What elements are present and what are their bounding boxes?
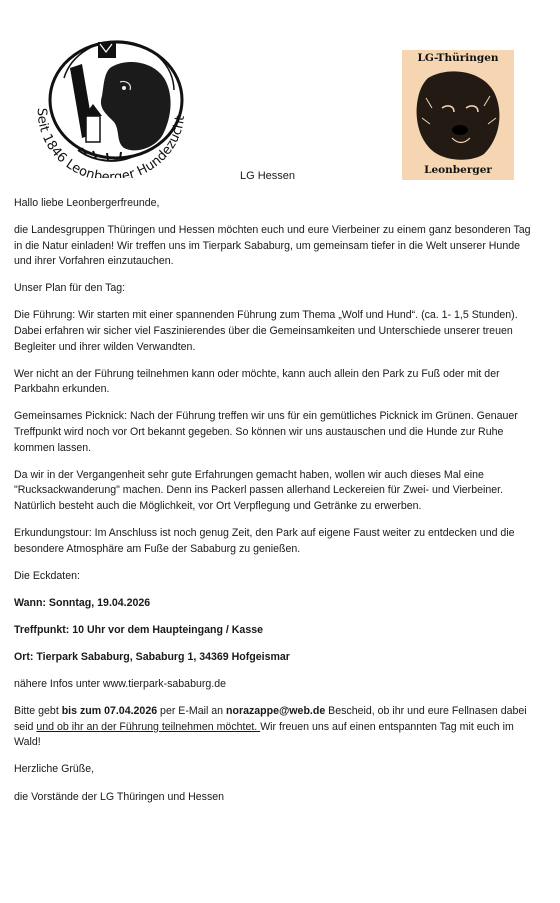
more-info-line: nähere Infos unter www.tierpark-sababurg.de bbox=[14, 678, 226, 691]
leonberger-dog-drawing bbox=[408, 68, 508, 162]
greeting: Hallo liebe Leonbergerfreunde, bbox=[14, 197, 160, 209]
header-lg-hessen: LG Hessen bbox=[240, 170, 296, 182]
lg-thueringen-logo bbox=[402, 50, 514, 180]
intro-paragraph: die Landesgruppen Thüringen und Hessen möchten euch und eure Vierbeiner zu einem ganz besonderen Tag in die Natur einladen! Wir treffen uns im Tierpark Sababurg, um gemeinsam tiefer in die Welt unserer Hunde und ihrer Vorfahren einzutauchen. bbox=[14, 224, 531, 268]
signature: die Vorstände der LG Thüringen und Hessen bbox=[14, 790, 225, 803]
explore-paragraph: Erkundungstour: Im Anschluss ist noch genug Zeit, den Park auf eigene Faust weiter zu entdecken und die besondere Atmosphäre am Fuße der Sababurg zu genießen. bbox=[14, 527, 515, 555]
rsvp-underlined-text: und ob ihr an der Führung teilnehmen möchtet. bbox=[36, 720, 261, 733]
lg-logo-subtitle: Leonberger bbox=[424, 164, 492, 176]
facts-heading: Die Eckdaten: bbox=[14, 569, 80, 582]
rsvp-text-1: Bitte gebt bbox=[14, 705, 62, 718]
leonberger-club-logo bbox=[24, 38, 200, 178]
alternative-paragraph: Wer nicht an der Führung teilnehmen kann oder möchte, kann auch allein den Park zu Fuß oder mit der Parkbahn erkunden. bbox=[14, 367, 500, 396]
rsvp-paragraph bbox=[14, 704, 534, 751]
closing: Herzliche Grüße, bbox=[14, 763, 95, 776]
lg-logo-title: LG-Thüringen bbox=[417, 52, 499, 64]
rsvp-email: norazappe@web.de bbox=[226, 705, 326, 718]
date-line: Wann: Sonntag, 19.04.2026 bbox=[14, 596, 151, 609]
rsvp-text-4: Wir freuen uns auf einen entspannten Tag mit euch im Wald! bbox=[14, 720, 514, 749]
picnic-paragraph: Gemeinsames Picknick: Nach der Führung treffen wir uns für ein gemütliches Picknick im Grünen. Genauer Treffpunkt wird noch vor Ort bekannt gegeben. So können wir uns austauschen und die Hunde zur Ruhe kommen lassen. bbox=[14, 410, 518, 454]
location-line: Ort: Tierpark Sababurg, Sababurg 1, 34369 Hofgeismar bbox=[14, 650, 290, 663]
plan-heading: Unser Plan für den Tag: bbox=[14, 282, 126, 295]
rsvp-text-2: per E-Mail an bbox=[157, 705, 226, 718]
ring-text: Seit 1846 Leonberger Hundezucht bbox=[33, 107, 189, 178]
letter-body bbox=[14, 196, 534, 817]
rsvp-text-3: Bescheid, ob ihr und eure Fellnasen dabei seid bbox=[14, 705, 527, 733]
hike-paragraph: Da wir in der Vergangenheit sehr gute Erfahrungen gemacht haben, wollen wir auch dieses Mal eine "Rucksackwanderung" machen. Denn ins Packerl passen allerhand Leckereien für Zwei- und Vierbeiner. Natürlich besteht auch die Möglichkeit, vor Ort Verpflegung und Getränke zu erwerben. bbox=[14, 468, 504, 512]
tour-paragraph: Die Führung: Wir starten mit einer spannenden Führung zum Thema „Wolf und Hund“. (ca. 1- 1,5 Stunden). Dabei erfahren wir sicher viel Faszinierendes über die Gemeinsamkeiten und Unterschiede unserer treuen Begleiter und ihrer wilden Verwandten. bbox=[14, 309, 518, 353]
meeting-point-line: Treffpunkt: 10 Uhr vor dem Haupteingang / Kasse bbox=[14, 623, 263, 636]
rsvp-deadline: bis zum 07.04.2026 bbox=[61, 705, 158, 718]
